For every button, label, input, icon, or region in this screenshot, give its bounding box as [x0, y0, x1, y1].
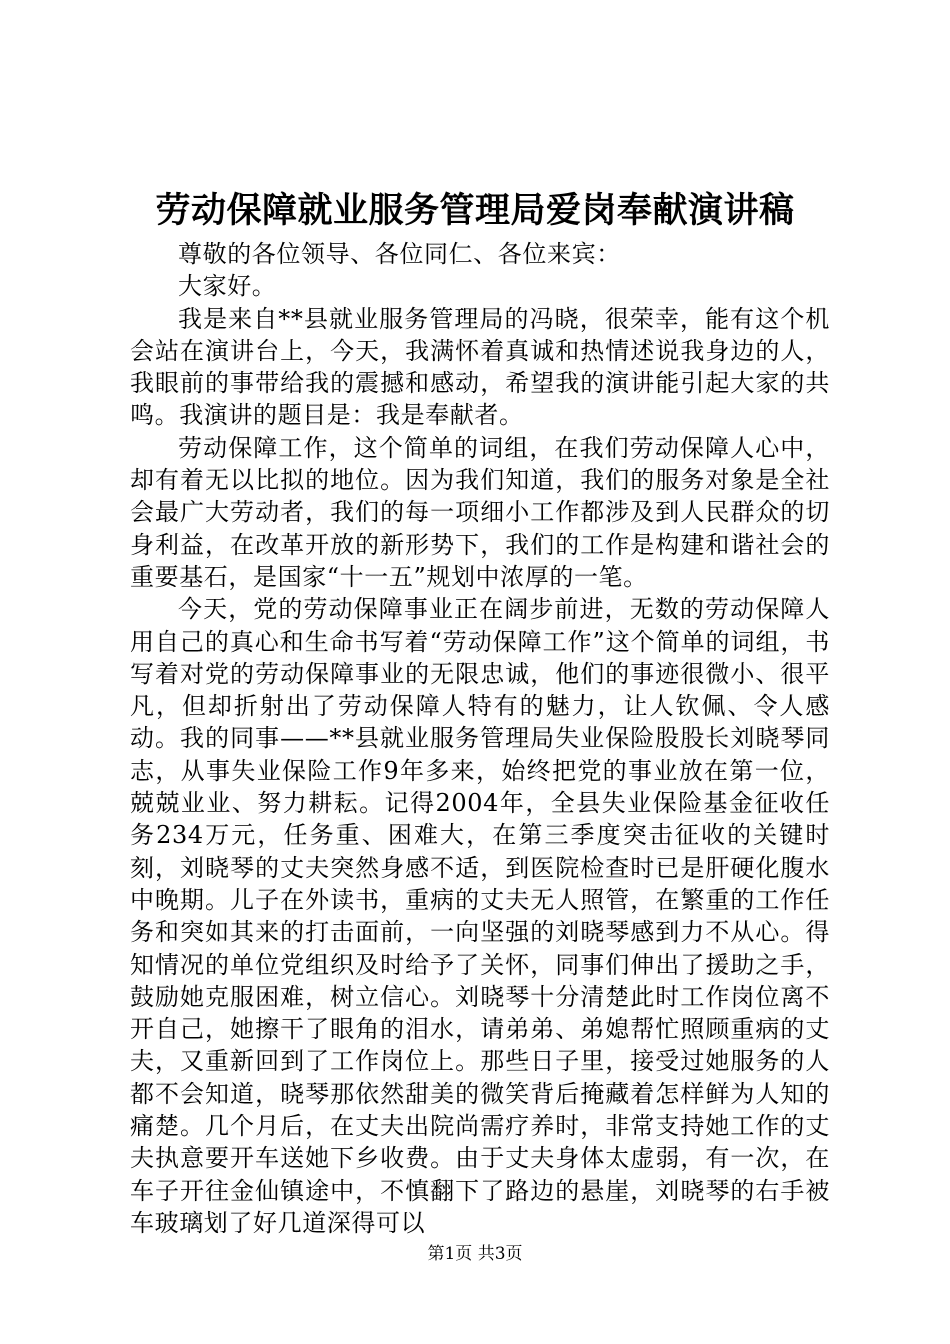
document-title: 劳动保障就业服务管理局爱岗奉献演讲稿	[155, 191, 795, 231]
paragraph-colleague-story: 今天，党的劳动保障事业正在阔步前进，无数的劳动保障人用自己的真心和生命书写着“劳动保障工作”这个简单的词组，书写着对党的劳动保障事业的无限忠诚，他们的事迹很微小、很平凡，但却折射出了劳动保障人特有的魅力，让人钦佩、令人感动。我的同事——**县就业服务管理局失业保险股股长刘晓琴同志，从事失业保险工作9年多来，始终把党的事业放在第一位，兢兢业业、努力耕耘。记得2004年，全县失业保险基金征收任务234万元，任务重、困难大，在第三季度突击征收的关键时刻，刘晓琴的丈夫突然身感不适，到医院检查时已是肝硬化腹水中晚期。儿子在外读书，重病的丈夫无人照管，在繁重的工作任务和突如其来的打击面前，一向坚强的刘晓琴感到力不从心。得知情况的单位党组织及时给予了关怀，同事们伸出了援助之手，鼓励她克服困难，树立信心。刘晓琴十分清楚此时工作岗位离不开自己，她擦干了眼角的泪水，请弟弟、弟媳帮忙照顾重病的丈夫，又重新回到了工作岗位上。那些日子里，接受过她服务的人都不会知道，晓琴那依然甜美的微笑背后掩藏着怎样鲜为人知的痛楚。几个月后，在丈夫出院尚需疗养时，非常支持她工作的丈夫执意要开车送她下乡收费。由于丈夫身体太虚弱，有一次，在车子开往金仙镇途中，不慎翻下了路边的悬崖，刘晓琴的右手被车玻璃划了好几道深得可以	[130, 595, 830, 1237]
document-body	[130, 238, 830, 1239]
salutation: 尊敬的各位领导、各位同仁、各位来宾：	[178, 240, 621, 268]
paragraph-labor-security: 劳动保障工作，这个简单的词组，在我们劳动保障人心中，却有着无以比拟的地位。因为我们知道，我们的服务对象是全社会最广大劳动者，我们的每一项细小工作都涉及到人民群众的切身利益，在改革开放的新形势下，我们的工作是构建和谐社会的重要基石，是国家“十一五”规划中浓厚的一笔。	[130, 433, 830, 591]
page-footer: 第1页 共3页	[427, 1244, 523, 1264]
greeting: 大家好。	[178, 272, 277, 301]
paragraph-intro: 我是来自**县就业服务管理局的冯晓，很荣幸，能有这个机会站在演讲台上，今天，我满怀着真诚和热情述说我身边的人，我眼前的事带给我的震撼和感动，希望我的演讲能引起大家的共鸣。我演讲的题目是：我是奉献者。	[130, 304, 830, 430]
